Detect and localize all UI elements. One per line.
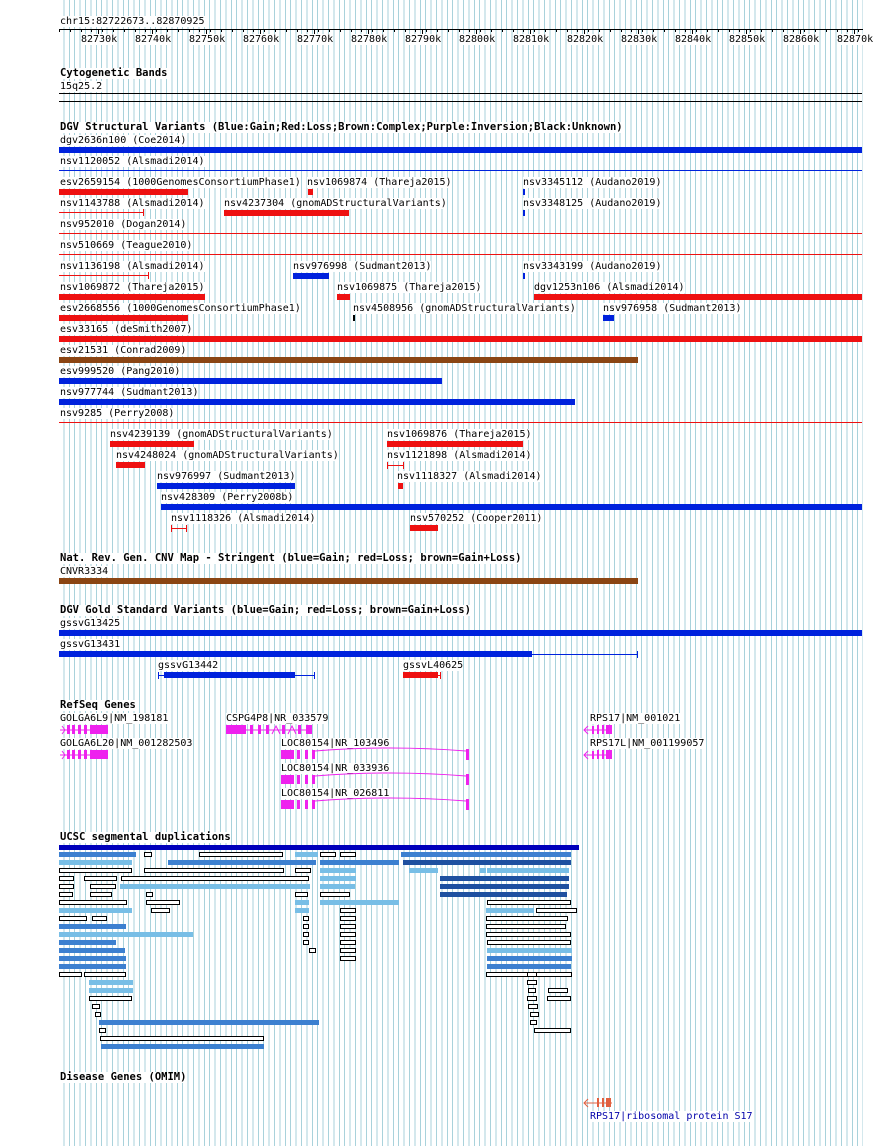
gene-model[interactable]	[281, 798, 469, 810]
segdup-feature[interactable]	[59, 852, 136, 857]
segdup-feature[interactable]	[59, 924, 126, 929]
segdup-feature[interactable]	[486, 932, 571, 937]
segdup-feature[interactable]	[144, 852, 152, 857]
segdup-feature[interactable]	[59, 876, 74, 881]
dgv-feature-label[interactable]: esv2659154 (1000GenomesConsortiumPhase1)	[60, 177, 301, 188]
cnv-map-track-title[interactable]: Nat. Rev. Gen. CNV Map - Stringent (blue=Gain; red=Loss; brown=Gain+Loss)	[60, 552, 522, 564]
dgv-feature-label[interactable]: nsv976958 (Sudmant2013)	[603, 303, 742, 314]
segdup-feature[interactable]	[146, 892, 153, 897]
segdup-feature[interactable]	[99, 1028, 106, 1033]
segdup-feature[interactable]	[534, 1028, 571, 1033]
cnv-feature-label[interactable]: CNVR3334	[60, 566, 109, 577]
ruler-tick-label: 82830k	[621, 34, 658, 45]
segdup-feature[interactable]	[95, 1012, 101, 1017]
segdup-feature[interactable]	[340, 940, 356, 945]
gene-label[interactable]: RPS17|NM_001021	[590, 713, 681, 724]
gene-label[interactable]: GOLGA6L20|NM_001282503	[60, 738, 193, 749]
gold-feature-label[interactable]: gssvG13442	[158, 660, 219, 671]
segdup-feature[interactable]	[59, 884, 74, 889]
segdup-feature[interactable]	[295, 868, 311, 873]
segdup-feature[interactable]	[303, 916, 309, 921]
segdup-feature[interactable]	[527, 972, 537, 977]
dgv-feature-label[interactable]: nsv1118327 (Alsmadi2014)	[397, 471, 542, 482]
dgv-feature-label[interactable]: nsv3345112 (Audano2019)	[523, 177, 662, 188]
segdup-feature[interactable]	[340, 916, 356, 921]
dgv-feature-label[interactable]: dgv1253n106 (Alsmadi2014)	[534, 282, 685, 293]
segdup-feature[interactable]	[320, 884, 355, 889]
segdup-feature[interactable]	[90, 892, 112, 897]
segdup-feature[interactable]	[548, 988, 568, 993]
segdup-feature[interactable]	[320, 892, 350, 897]
segdup-feature[interactable]	[59, 908, 132, 913]
gene-model[interactable]	[60, 725, 108, 734]
segdup-feature[interactable]	[89, 996, 132, 1001]
segdup-feature[interactable]	[487, 948, 572, 953]
dgv-feature-label[interactable]: nsv1069872 (Thareja2015)	[60, 282, 205, 293]
segdup-feature[interactable]	[340, 932, 356, 937]
segdup-feature[interactable]	[168, 860, 316, 865]
omim-label[interactable]: RPS17|ribosomal protein S17	[590, 1111, 753, 1122]
segdup-feature[interactable]	[487, 964, 571, 969]
dgv-feature-label[interactable]: nsv4508956 (gnomADStructuralVariants)	[353, 303, 576, 314]
gene-model[interactable]	[281, 748, 469, 760]
position-label: chr15:82722673..82870925	[60, 16, 205, 27]
segdup-feature[interactable]	[486, 908, 534, 913]
segdup-feature[interactable]	[536, 908, 577, 913]
segdup-feature[interactable]	[90, 884, 116, 889]
segdup-feature[interactable]	[59, 956, 126, 961]
segdup-feature[interactable]	[84, 876, 117, 881]
omim-gene-model[interactable]	[584, 1098, 612, 1107]
cytoband-track-title[interactable]: Cytogenetic Bands	[60, 67, 168, 79]
segdup-feature[interactable]	[409, 868, 438, 873]
segdup-feature[interactable]	[340, 908, 356, 913]
segdup-track-title[interactable]: UCSC segmental duplications	[60, 831, 231, 843]
ruler-tick-label: 82840k	[675, 34, 712, 45]
dgv-feature-label[interactable]: nsv977744 (Sudmant2013)	[60, 387, 199, 398]
segdup-feature[interactable]	[530, 1020, 537, 1025]
ruler-tick-label: 82790k	[405, 34, 442, 45]
ruler-tick-label: 82740k	[135, 34, 172, 45]
dgv-feature-label[interactable]: nsv9285 (Perry2008)	[60, 408, 175, 419]
ruler-tick-label: 82760k	[243, 34, 280, 45]
gene-model[interactable]	[584, 725, 612, 734]
gold-feature-label[interactable]: gssvG13425	[60, 618, 121, 629]
omim-track-title[interactable]: Disease Genes (OMIM)	[60, 1071, 187, 1083]
dgv-feature-label[interactable]: nsv4239139 (gnomADStructuralVariants)	[110, 429, 333, 440]
segdup-feature[interactable]	[120, 884, 310, 889]
segdup-feature[interactable]	[89, 988, 133, 993]
segdup-feature[interactable]	[486, 916, 568, 921]
dgv-feature-label[interactable]: nsv952010 (Dogan2014)	[60, 219, 187, 230]
gold-track-title[interactable]: DGV Gold Standard Variants (blue=Gain; red=Loss; brown=Gain+Loss)	[60, 604, 471, 616]
gene-label[interactable]: GOLGA6L9|NM_198181	[60, 713, 169, 724]
dgv-feature-label[interactable]: esv999520 (Pang2010)	[60, 366, 181, 377]
segdup-feature[interactable]	[59, 860, 132, 865]
gold-feature-label[interactable]: gssvG13431	[60, 639, 121, 650]
segdup-feature[interactable]	[101, 1044, 264, 1049]
ruler-tick-label: 82820k	[567, 34, 604, 45]
dgv-feature-label[interactable]: nsv976997 (Sudmant2013)	[157, 471, 296, 482]
segdup-feature[interactable]	[486, 924, 566, 929]
ruler-tick-label: 82800k	[459, 34, 496, 45]
gene-model[interactable]	[584, 750, 612, 759]
segdup-feature[interactable]	[320, 860, 399, 865]
segdup-feature[interactable]	[320, 868, 356, 873]
segdup-feature[interactable]	[59, 900, 127, 905]
ruler-tick-label: 82810k	[513, 34, 550, 45]
segdup-feature[interactable]	[320, 900, 399, 905]
segdup-feature[interactable]	[527, 980, 537, 985]
dgv-feature-label[interactable]: nsv1069875 (Thareja2015)	[337, 282, 482, 293]
dgv-feature-label[interactable]: nsv510669 (Teague2010)	[60, 240, 193, 251]
segdup-feature[interactable]	[401, 852, 571, 857]
segdup-feature[interactable]	[151, 908, 170, 913]
segdup-feature[interactable]	[440, 876, 569, 881]
segdup-feature[interactable]	[309, 948, 316, 953]
segdup-feature[interactable]	[303, 940, 309, 945]
segdup-feature[interactable]	[59, 940, 116, 945]
cytoband-label: 15q25.2	[60, 81, 103, 92]
segdup-feature[interactable]	[89, 980, 133, 985]
ruler-tick-label: 82770k	[297, 34, 334, 45]
segdup-feature[interactable]	[295, 892, 308, 897]
segdup-feature[interactable]	[121, 876, 309, 881]
ruler-tick-label: 82730k	[81, 34, 118, 45]
segdup-feature[interactable]	[487, 940, 571, 945]
segdup-feature[interactable]	[340, 948, 356, 953]
gene-label[interactable]: CSPG4P8|NR_033579	[226, 713, 329, 724]
gene-model[interactable]	[60, 750, 108, 759]
segdup-feature[interactable]	[340, 852, 356, 857]
segdup-feature[interactable]	[528, 1004, 538, 1009]
ruler-tick-label: 82850k	[729, 34, 766, 45]
dgv-feature-label[interactable]: nsv4248024 (gnomADStructuralVariants)	[116, 450, 339, 461]
dgv-feature-label[interactable]: nsv1120052 (Alsmadi2014)	[60, 156, 205, 167]
dgv-feature-label[interactable]: nsv3343199 (Audano2019)	[523, 261, 662, 272]
segdup-feature[interactable]	[295, 852, 318, 857]
segdup-feature[interactable]	[59, 964, 126, 969]
dgv-feature-label[interactable]: nsv1069874 (Thareja2015)	[307, 177, 452, 188]
dgv-track-title[interactable]: DGV Structural Variants (Blue:Gain;Red:Loss;Brown:Complex;Purple:Inversion;Black:Unknown)	[60, 121, 623, 133]
dgv-feature-label[interactable]: nsv570252 (Cooper2011)	[410, 513, 543, 524]
segdup-feature[interactable]	[59, 892, 73, 897]
segdup-feature[interactable]	[487, 956, 572, 961]
refseq-track-title[interactable]: RefSeq Genes	[60, 699, 136, 711]
segdup-feature[interactable]	[440, 892, 567, 897]
dgv-feature-label[interactable]: nsv3348125 (Audano2019)	[523, 198, 662, 209]
segdup-feature[interactable]	[100, 1036, 264, 1041]
segdup-feature[interactable]	[487, 868, 569, 873]
dgv-feature-label[interactable]: esv2668556 (1000GenomesConsortiumPhase1)	[60, 303, 301, 314]
ruler-tick-label: 82780k	[351, 34, 388, 45]
segdup-feature[interactable]	[92, 1004, 100, 1009]
segdup-feature[interactable]	[547, 996, 571, 1001]
gene-model[interactable]	[281, 773, 469, 785]
segdup-feature[interactable]	[146, 900, 180, 905]
dgv-feature-label[interactable]: nsv976998 (Sudmant2013)	[293, 261, 432, 272]
gene-label[interactable]: RPS17L|NM_001199057	[590, 738, 705, 749]
segdup-feature[interactable]	[528, 988, 536, 993]
segdup-feature[interactable]	[530, 1012, 539, 1017]
segdup-feature[interactable]	[303, 924, 309, 929]
segdup-feature[interactable]	[320, 876, 356, 881]
segdup-feature[interactable]	[59, 932, 193, 937]
gold-feature-label[interactable]: gssvL40625	[403, 660, 464, 671]
segdup-feature[interactable]	[92, 916, 107, 921]
ruler-tick-label: 82750k	[189, 34, 226, 45]
segdup-feature[interactable]	[340, 956, 356, 961]
segdup-feature[interactable]	[440, 884, 569, 889]
segdup-feature[interactable]	[59, 868, 132, 873]
segdup-feature[interactable]	[295, 900, 309, 905]
segdup-feature[interactable]	[295, 908, 309, 913]
segdup-feature[interactable]	[59, 916, 87, 921]
dgv-feature-label[interactable]: nsv1143788 (Alsmadi2014)	[60, 198, 205, 209]
gene-model[interactable]	[226, 725, 312, 734]
segdup-feature[interactable]	[403, 860, 571, 865]
segdup-feature[interactable]	[99, 1020, 319, 1025]
ruler-tick-label: 82860k	[783, 34, 820, 45]
segdup-feature[interactable]	[84, 972, 126, 977]
dgv-feature-label[interactable]: nsv1118326 (Alsmadi2014)	[171, 513, 316, 524]
segdup-feature[interactable]	[320, 852, 336, 857]
dgv-feature-label[interactable]: nsv428309 (Perry2008b)	[161, 492, 294, 503]
dgv-feature-label[interactable]: esv33165 (deSmith2007)	[60, 324, 193, 335]
dgv-feature-label[interactable]: nsv1136198 (Alsmadi2014)	[60, 261, 205, 272]
segdup-feature[interactable]	[144, 868, 284, 873]
dgv-feature-label[interactable]: dgv2636n100 (Coe2014)	[60, 135, 187, 146]
segdup-feature[interactable]	[303, 932, 309, 937]
gene-label[interactable]: LOC80154|NR_103496	[281, 738, 390, 749]
dgv-feature-label[interactable]: esv21531 (Conrad2009)	[60, 345, 187, 356]
gene-label[interactable]: LOC80154|NR_026811	[281, 788, 390, 799]
segdup-feature[interactable]	[59, 948, 125, 953]
gene-label[interactable]: LOC80154|NR_033936	[281, 763, 390, 774]
segdup-feature[interactable]	[59, 972, 82, 977]
segdup-feature[interactable]	[340, 924, 356, 929]
dgv-feature-label[interactable]: nsv1121898 (Alsmadi2014)	[387, 450, 532, 461]
dgv-feature-label[interactable]: nsv1069876 (Thareja2015)	[387, 429, 532, 440]
segdup-feature[interactable]	[487, 900, 571, 905]
segdup-feature[interactable]	[199, 852, 283, 857]
dgv-feature-label[interactable]: nsv4237304 (gnomADStructuralVariants)	[224, 198, 447, 209]
segdup-feature[interactable]	[527, 996, 537, 1001]
segdup-feature[interactable]	[480, 868, 486, 873]
ruler-tick-label: 82870k	[837, 34, 874, 45]
segdup-feature[interactable]	[59, 845, 579, 850]
